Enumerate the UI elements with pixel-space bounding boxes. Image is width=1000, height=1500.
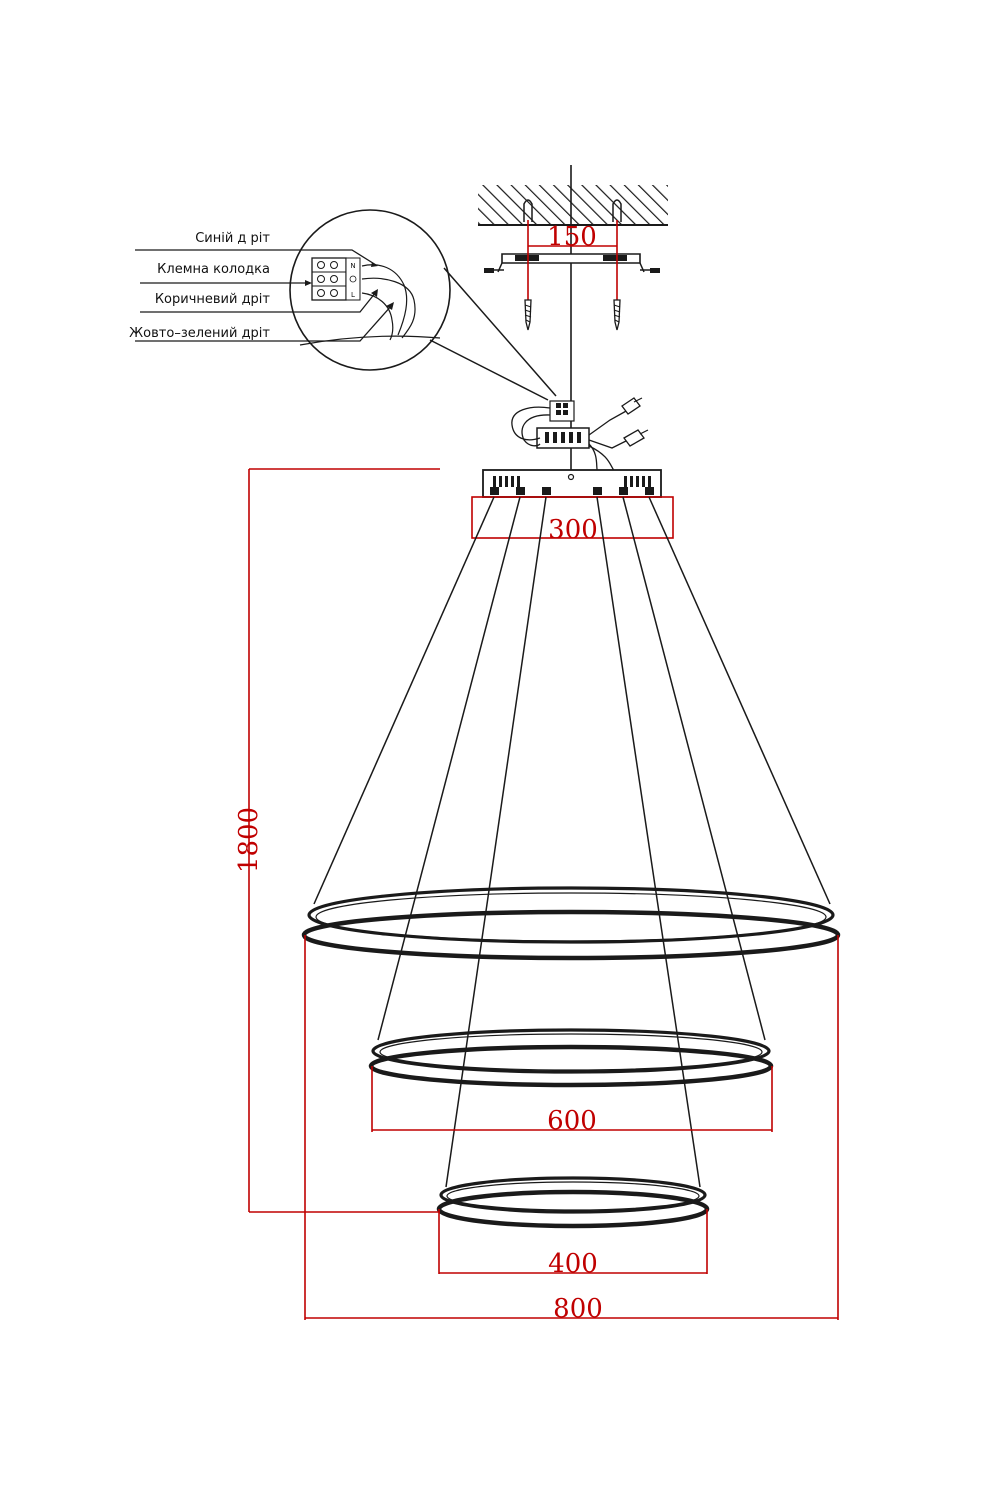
led-driver xyxy=(537,428,589,448)
callout-blue-wire: Синій д ріт xyxy=(195,231,270,246)
wire-connectors xyxy=(622,398,648,446)
terminal-n-label: N xyxy=(350,262,356,270)
terminal-l-label: L xyxy=(351,291,355,299)
dimension-1800-label: 1800 xyxy=(234,806,264,874)
dimension-1800 xyxy=(234,469,440,1212)
terminal-block-magnified xyxy=(312,258,360,300)
wiring-detail-circle xyxy=(290,210,556,400)
dimension-600-label: 600 xyxy=(547,1106,597,1136)
wood-screws xyxy=(525,300,620,330)
ring-medium xyxy=(371,1030,771,1085)
dimension-300-label: 300 xyxy=(548,515,598,545)
ring-small xyxy=(439,1178,707,1226)
canopy xyxy=(483,470,661,497)
dimension-300 xyxy=(472,497,673,545)
callout-ground-wire: Жовто–зелений дріт xyxy=(129,326,270,341)
dimension-150-label: 150 xyxy=(547,222,597,252)
ceiling xyxy=(478,185,668,225)
ring-large xyxy=(304,888,838,958)
dimension-800-label: 800 xyxy=(553,1294,603,1324)
callout-terminal-block: Клемна колодка xyxy=(157,262,270,277)
bracket-screws xyxy=(484,268,660,273)
dimension-400-label: 400 xyxy=(548,1249,598,1279)
callout-brown-wire: Коричневий дріт xyxy=(154,292,270,307)
terminal-block xyxy=(550,401,574,421)
dimension-600 xyxy=(372,1066,772,1136)
